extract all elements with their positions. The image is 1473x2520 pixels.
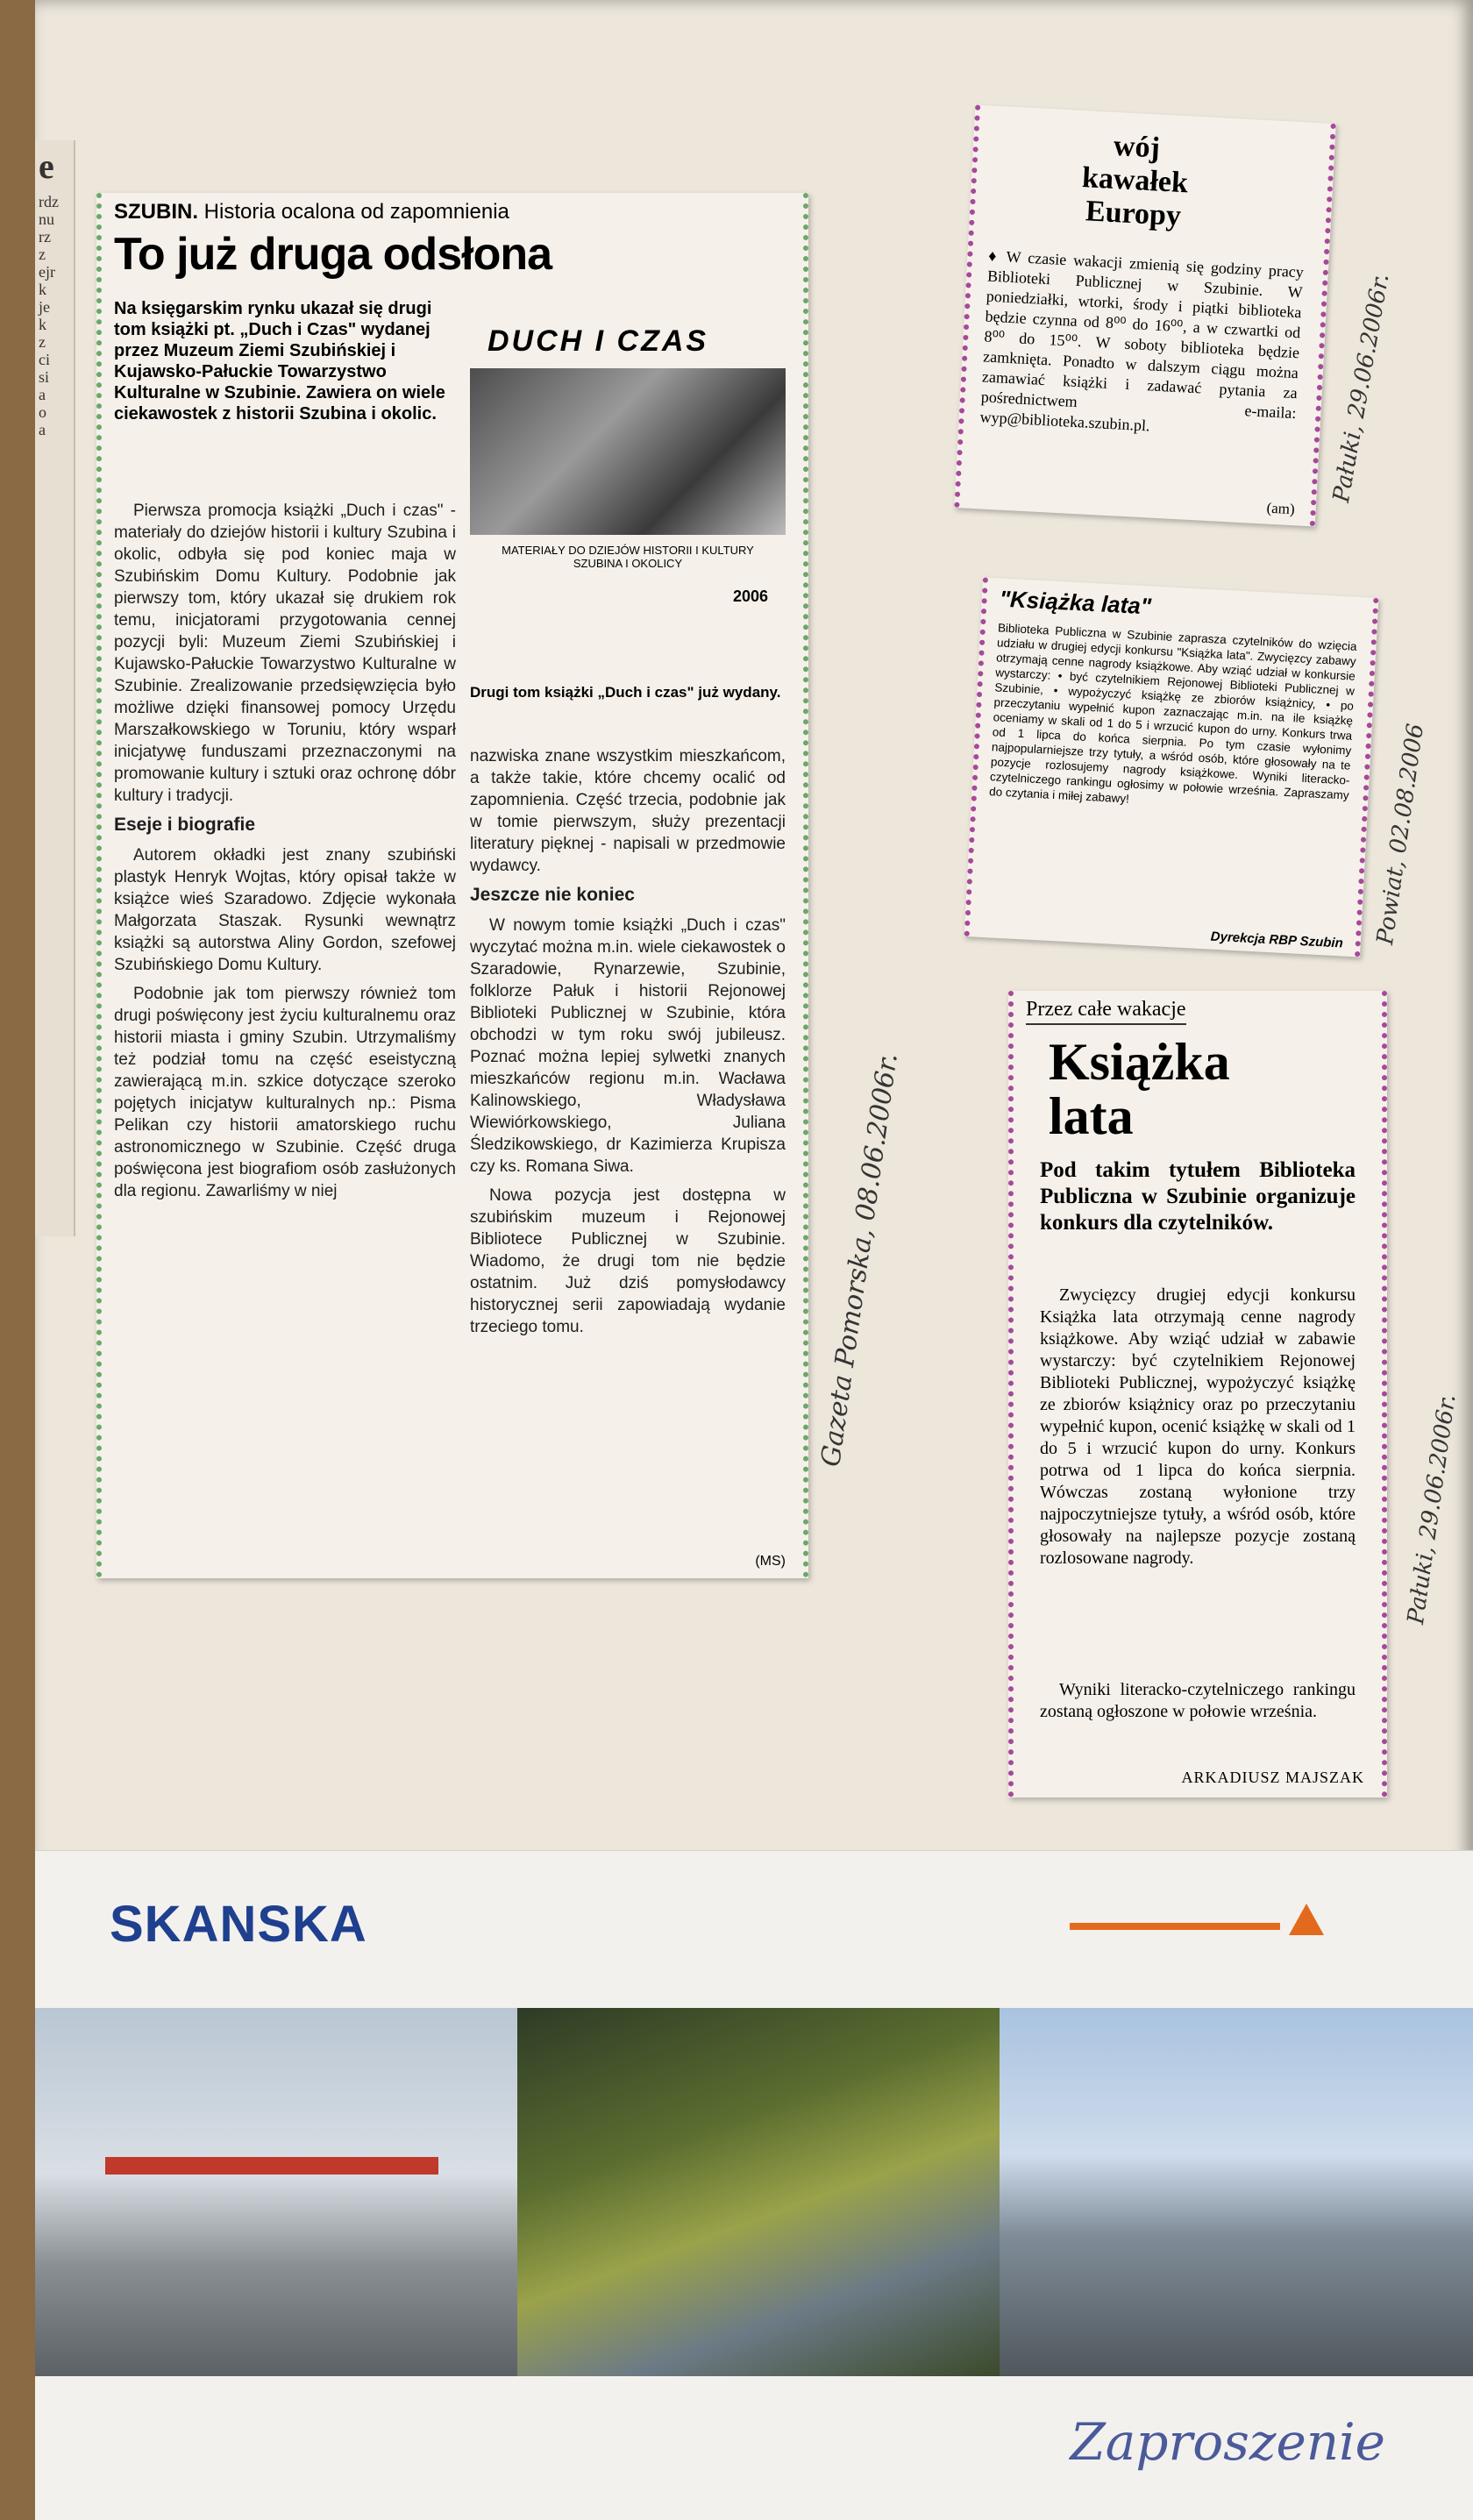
paragraph: Autorem okładki jest znany szubiński plastyk Henryk Wojtas, który opisał także w książce wieś Szaradowo. Zdjęcie wykonała Małgorzata Staszak. Rysunki wewnątrz książki są autorstwa Aliny Gordon, szefowej Szubińskiego Domu Kultury. [114,846,456,974]
paragraph: nazwiska znane wszystkim mieszkańcom, a także takie, które chcemy ocalić od zapomnienia. Część trzecia, podobnie jak w tomie pierwszym, służy prezentacji literatury pięknej - napisali w przedmowie wydawcy. [470,747,786,875]
europe-body: ♦ W czasie wakacji zmienią się godziny pracy Biblioteki Publicznej w Szubinie. W poniedziałki, wtorki, środy i piątki biblioteka będzie czynna od 8⁰⁰ do 16⁰⁰, a w czwartki od 8⁰⁰ do 15⁰⁰. W soboty biblioteka będzie zamknięta. Ponadto w dalszym ciągu można zamawiać książki i zadawać pytania za pośrednictwem e-maila: wyp@biblioteka.szubin.pl. [979,246,1305,435]
paragraph: Podobnie jak tom pierwszy również tom drugi poświęcony jest życiu kulturalnemu oraz historii miasta i gminy Szubin. Utrzymaliśmy też podział tomu na część eseistyczną zawierającą m.in. szkice dotyczące szeroko pojętych inicjatyw kulturalnych np.: Pisma Pelikan czy historii amatorskiego ruchu astronomicznego w Szubinie. Część druga poświęcona jest biografiom osób zasłużonych dla regionu. Zawarliśmy w niej [114,985,456,1200]
highway-photo-middle [517,2008,1000,2376]
europe-clipping [954,105,1336,527]
clip-title: "Książka lata" [999,585,1152,620]
handwritten-note-gazeta: Gazeta Pomorska, 08.06.2006r. [815,1050,904,1469]
highway-photo-right [1000,2008,1473,2376]
clip-lead: Pod takim tytułem Biblioteka Publiczna w Szubinie organizuje konkurs dla czytelników. [1040,1158,1356,1235]
title-line: kawałek [1081,161,1189,200]
handwritten-note-europe: Pałuki, 29.06.2006r. [1328,271,1395,505]
clip-body-1: Zwycięzcy drugiej edycji konkursu Książka lata otrzymają cenne nagrody książkowe. Aby wziąć udział w zabawie wystarczy: być czytelnikiem Rejonowej Biblioteki Publicznej, wypożyczyć książkę ze zbiorów książnicy oraz po przeczytaniu wypełnić kupon, ocenić książkę w skali od 1 do 5 i wrzucić kupon do urny. Konkurs potrwa od 1 lipca do końca sierpnia. Wówczas zostaną wyłonione trzy najpoczytniejsze tytuły, a wśród osób, które głosowały na najlepsze pozycje zostaną rozlosowane nagrody. [1040,1285,1356,1568]
column-2 [470,745,786,1345]
title-line: lata [1049,1087,1134,1145]
europe-title [1079,128,1191,233]
album-page [35,0,1473,2519]
invitation-script: Zaproszenie [1070,2412,1385,2472]
orange-logo-icon [1070,1904,1333,1939]
clip-title [1049,1035,1230,1143]
ksiazka-lata-clipping-2 [1008,991,1387,1797]
title-line: Książka [1049,1033,1230,1091]
highway-photo-left [35,2008,517,2376]
clip-signature: Dyrekcja RBP Szubin [1210,929,1344,951]
column-1 [114,500,456,1209]
kicker-text: Historia ocalona od zapomnienia [203,200,509,224]
title-line: Europy [1085,195,1182,232]
ksiazka-lata-clipping-1 [964,577,1379,957]
subhead-jeszcze: Jeszcze nie koniec [470,885,635,905]
article-signature: (MS) [755,1554,786,1569]
photo-caption: Drugi tom książki „Duch i czas" już wydany. [470,684,781,701]
book-cover-subtitle: MATERIAŁY DO DZIEJÓW HISTORII I KULTURY SZUBINA I OKOLICY [502,544,754,570]
lead-paragraph: Na księgarskim rynku ukazał się drugi tom książki pt. „Duch i Czas" wydanej przez Muzeum Ziemi Szubińskiej i Kujawsko-Pałuckie Towarzystwo Kulturalne w Szubinie. Zawiera on wiele ciekawostek z historii Szubina i okolic. [114,299,445,424]
clip-body: Biblioteka Publiczna w Szubinie zaprasza czytelników do wzięcia udziału w drugiej edycji konkursu "Książka lata". Zwycięzcy zabawy otrzymają cenne nagrody książkowe. Aby wziąć udział w konkursie wystarczy: • być czytelnikiem Rejonowej Biblioteki Publicznej w Szubinie, • wypożyczyć książkę ze zbiorów książnicy, • po przeczytaniu wypełnić kupon zaznaczając m.in. na ile książkę oceniamy w skali od 1 do 5 i wrzucić kupon do urny. Konkurs trwa od 1 lipca do końca sierpnia. Po tym czasie wyłonimy najpopularniejsze trzy tytuły, a wśród osób, które głosowały na te pozycje rozlosujemy nagrody książkowe. Wyniki literacko-czytelniczego rankingu ogłosimy w połowie września. Zapraszamy do czytania i miłej zabawy! [988,621,1357,806]
book-cover-year: 2006 [732,587,768,605]
left-page-edge: e rdz nu rz z ejr k je k z ci si a o a [35,140,75,1236]
headline: To już druga odsłona [114,229,552,280]
book-cover-photo [470,368,786,535]
handwritten-note-paluki-2: Pałuki, 29.06.2006r. [1403,1392,1462,1627]
paragraph: Pierwsza promocja książki „Duch i czas" - materiały do dziejów historii i kultury Szubina i okolic, odbyła się pod koniec maja w Szubińskim Domu Kultury. Podobnie jak pierwszy tom, który ukazał się drukiem rok temu, inicjatorami przygotowania cennej pozycji byli: Muzeum Ziemi Szubińskiej i Kujawsko-Pałuckie Towarzystwo Kulturalne w Szubinie. Zrealizowanie przedsięwzięcia było możliwe dzięki finansowej pomocy Urzędu Marszałkowskiego w Toruniu, który wsparł inicjatywę funduszami przeznaczonymi na promowanie kultury i sztuki oraz ochronę dóbr kultury i tradycji. [114,502,456,805]
book-cover [470,307,786,623]
paragraph: Nowa pozycja jest dostępna w szubińskim muzeum i Rejonowej Bibliotece Publicznej w Szubinie. Wiadomo, że drugi tom nie będzie ostatnim. Już dziś pomysłodawcy historycznej serii zapowiadają wydanie trzeciego tomu. [470,1186,786,1336]
clip-kicker: Przez całe wakacje [1026,998,1186,1025]
skanska-logo: SKANSKA [110,1896,367,1953]
main-article-clipping [96,193,808,1578]
clip-body-2: Wyniki literacko-czytelniczego rankingu zostaną ogłoszone w połowie września. [1040,1680,1356,1721]
kicker [114,200,509,224]
title-line: wój [1113,129,1161,165]
handwritten-note-powiat: Powiat, 02.08.2006 [1372,722,1430,947]
overpass-sign [105,2157,438,2175]
kicker-place: SZUBIN. [114,200,198,224]
subhead-eseje: Eseje i biografie [114,815,256,835]
book-cover-title: DUCH I CZAS [487,324,709,358]
paragraph: W nowym tomie książki „Duch i czas" wyczytać można m.in. wiele ciekawostek o Szaradowie, Rynarzewie, Szubinie, folklorze Pałuk i historii Rejonowej Biblioteki Publicznej w Szubinie, która obchodzi w tym roku swój jubileusz. Poznać można lepiej sylwetki znanych mieszkańców regionu m.in. Wacława Kalinowskiego, Władysława Wiewiórkowskiego, Juliana Śledzikowskiego, dr Kazimierza Krupisza czy ks. Romana Siwa. [470,916,786,1176]
europe-signature: (am) [1266,499,1296,518]
clip-signature: ARKADIUSZ MAJSZAK [1181,1769,1364,1786]
